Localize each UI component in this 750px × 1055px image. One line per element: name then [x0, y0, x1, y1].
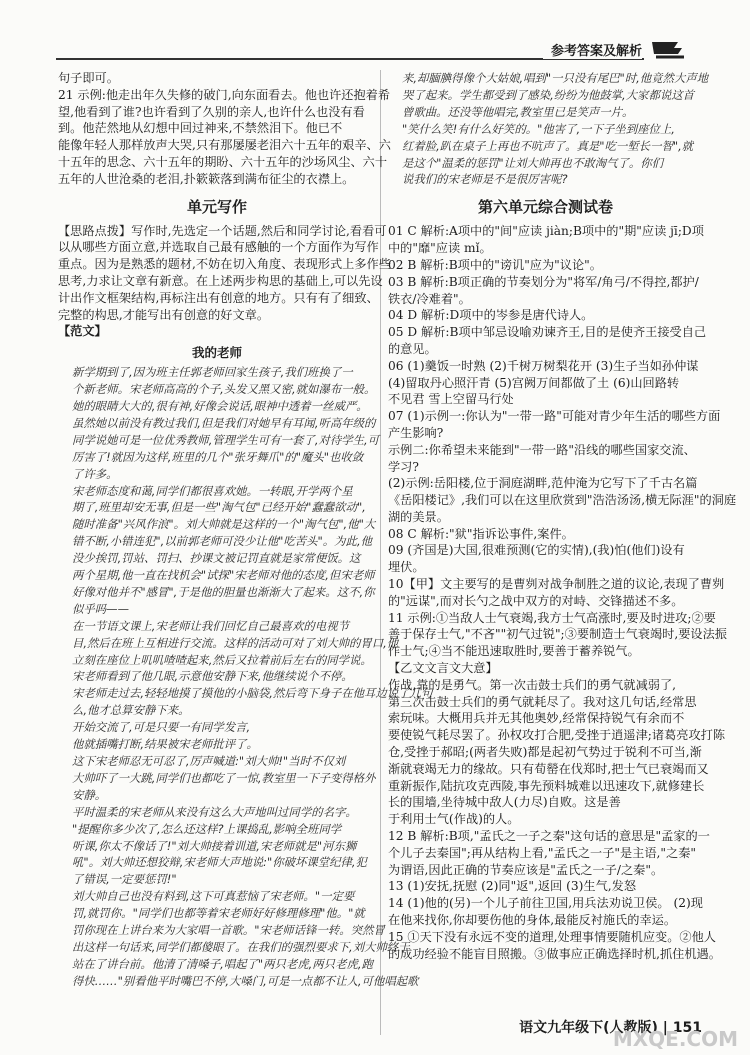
essay-line: 了许多。 — [72, 466, 118, 481]
answer-line: 的"远谋",而对长勺之战中双方的对峙、交锋描述不多。 — [388, 593, 684, 608]
watermark: MXQE.COM — [612, 1027, 738, 1051]
text-line: 能像年轻人那样放声大哭,只有那屡屡老泪六十五年的艰辛、六 — [58, 138, 391, 153]
answer-line: 作战,靠的是勇气。第一次击鼓士兵们的勇气就减弱了, — [388, 677, 677, 692]
section-title-unit-writing: 单元写作 — [186, 197, 247, 216]
section-title-unit-six-test: 第六单元综合测试卷 — [477, 198, 613, 217]
answer-line: (2)示例:岳阳楼,位于洞庭湖畔,范仲淹为它写下了千古名篇 — [388, 476, 698, 491]
text-line: 句子即可。 — [58, 71, 119, 85]
answer-line: 在他来找你,你却要伤他的身体,最能反衬施氏的幸运。 — [388, 913, 677, 928]
essay-line: 罚,就罚你。"同学们也都等着宋老师好好修理修理"他。"就 — [72, 906, 365, 921]
header-title: 参考答案及解析 — [543, 40, 642, 59]
answer-line: 05 D 解析:B项中邹忌设喻劝谏齐王,目的是使齐王接受自己 — [388, 325, 707, 340]
answer-line: (4)留取丹心照汗青 (5)宫阙万间都做了土 (6)山回路转 — [388, 375, 680, 390]
answer-line: 要使锐气耗尽罢了。孙权攻打合肥,受挫于逍遥津;诸葛亮攻打陈 — [388, 728, 726, 743]
essay-line: 厉害了!就因为这样,班里的几个"张牙舞爪"的"魔头"也收敛 — [72, 449, 364, 464]
answer-line: 渐就衰竭无力的缘故。只有荀罃在伐郑时,把士气已衰竭而又 — [388, 761, 709, 776]
essay-title: 我的老师 — [191, 345, 242, 361]
text-line: 【思路点拨】写作时,先选定一个话题,然后和同学讨论,看看可 — [58, 223, 387, 238]
text-line: 重点。因为是熟悉的题材,不妨在切入角度、表现形式上多作些 — [58, 257, 391, 272]
answer-line: 埋伏。 — [388, 560, 425, 575]
essay-line: 宋老师态度和蔼,同学们都很喜欢她。一转眼,开学两个星 — [72, 483, 353, 498]
answer-line: 12 B 解析:B项,"孟氏之一子之秦"这句话的意思是"孟家的一 — [388, 829, 710, 844]
answer-line: 仓,受挫于郝昭;(两者失败)都是起初气势过于锐利不可当,渐 — [388, 745, 702, 760]
answer-line: 07 (1)示例一:你认为"一带一路"可能对青少年生活的哪些方面 — [388, 409, 721, 424]
essay-line: 么,他才总算安静下来。 — [72, 703, 190, 718]
answer-line: 06 (1)羹饭一时熟 (2)千树万树梨花开 (3)生子当如孙仲谋 — [388, 358, 699, 373]
answer-line: 《岳阳楼记》,我们可以在这里欣赏到"浩浩汤汤,横无际涯"的洞庭 — [388, 493, 737, 508]
essay-line: 吼"。刘大帅还想狡辩,宋老师大声地说:"你破坏课堂纪律,犯 — [72, 855, 367, 870]
text-line: 计出作文框架结构,再标注出有创意的地方。只有有了细致、 — [58, 290, 379, 305]
answer-line: 03 B 解析:B项正确的节奏划分为"将军/角弓/不得控,都护/ — [388, 274, 699, 289]
answer-line: 重新振作,陆抗攻克西陵,事先预料城难以迅速攻下,就修建长 — [388, 778, 705, 793]
answer-line: 学习? — [388, 459, 419, 474]
answer-line: 02 B 解析:B项中的"谤讥"应为"议论"。 — [388, 257, 602, 272]
essay-line: 在一节语文课上,宋老师让我们回忆自己最喜欢的电视节 — [72, 618, 349, 633]
answer-21-block — [58, 70, 391, 188]
essay-line: 说我们的宋老师是不是很厉害呢? — [402, 172, 568, 187]
essay-line: "提醒你多少次了,怎么还这样?上课捣乱,影响全班同学 — [72, 821, 342, 836]
essay-line: 得快……"别看他平时嘴巴不停,大嗓门,可是一点都不让人,可他唱起歌 — [72, 973, 419, 988]
essay-line: 曾歌曲。还没等他唱完,教室里已是笑声一片。 — [402, 104, 634, 119]
answer-line: 善于保存士气,"不吝""初气过锐";③要制造士气衰竭时,要设法振 — [388, 627, 727, 642]
text-line: 完整的构思,才能写出有创意的好文章。 — [58, 307, 270, 322]
essay-line: 随时准备"兴风作浪"。刘大帅就是这样的一个"淘气包",他"大 — [72, 517, 376, 532]
text-line: 21 示例:他走出年久失修的破门,向东面看去。他也许还抱着希 — [58, 87, 391, 102]
answer-line: 【乙文文言文大意】 — [388, 661, 498, 676]
answer-line: 产生影响? — [388, 425, 444, 440]
essay-line: 站在了讲台前。他清了清嗓子,唱起了"两只老虎,两只老虎,跑 — [72, 956, 373, 971]
essay-line: 目,然后在班上互相进行交流。这样的活动可对了刘大帅的胃口,他 — [72, 635, 399, 650]
answer-line: 04 D 解析:D项中的岑参是唐代诗人。 — [388, 308, 594, 323]
answer-line: 个儿子去秦国";再从结构上看,"孟氏之一子"是主语,"之秦" — [388, 845, 697, 860]
essay-line: 个新老师。宋老师高高的个子,头发又黑又密,就如瀑布一般。 — [72, 382, 376, 397]
essay-line: 似乎吗—— — [72, 601, 129, 616]
answer-line: 08 C 解析:"狱"指诉讼事件,案件。 — [388, 526, 574, 541]
essay-line: 新学期到了,因为班主任郭老师回家生孩子,我们班换了一 — [72, 365, 353, 380]
essay-line: 出这样一句话来,同学们都傻眼了。在我们的强烈要求下,刘大帅终于 — [72, 939, 410, 954]
essay-line: 是这个"温柔的惩罚"让刘大帅再也不敢淘气了。你们 — [402, 155, 664, 170]
essay-line: 开始交流了,可是只要一有同学发言, — [72, 720, 251, 735]
answer-line: 作士气;④当不能迅速取胜时,要善于蓄养锐气。 — [388, 644, 640, 659]
answer-line: 01 C 解析:A项中的"间"应读 jiàn;B项中的"期"应读 jī;D项 — [388, 224, 704, 239]
text-line: 望,他看到了谁?也许看到了久别的亲人,也许什么也没有看 — [58, 104, 365, 119]
text-line: 以从哪些方面立意,并选取自己最有感触的一个方面作为写作 — [58, 240, 379, 255]
answer-line: 的成功经验不能盲目照搬。③做事应正确选择时机,抓住机遇。 — [388, 946, 721, 961]
answer-line: 索玩味。大概用兵并无其他奥妙,经常保持锐气有余而不 — [388, 711, 685, 726]
answer-line: 于利用士气(作战)的人。 — [388, 812, 520, 827]
essay-line: 他就插嘴打断,结果被宋老师批评了。 — [72, 737, 258, 752]
answer-line: 湖的美景。 — [388, 509, 449, 524]
essay-line: 这下宋老师忍无可忍了,厉声喊道:"刘大帅!"当时不仅刘 — [72, 754, 346, 768]
essay-line: 刘大帅自己也没有料到,这下可真惹恼了宋老师。"一定要 — [72, 889, 355, 904]
essay-line: 平时温柔的宋老师从来没有这么大声地叫过同学的名字。 — [72, 804, 357, 819]
essay-line: 听课,你太不像话了!"刘大帅接着训道,宋老师就是"河东狮 — [72, 838, 357, 853]
essay-line: 来,却腼腆得像个大姑娘,唱到"一只没有尾巴"时,他竟然大声地 — [402, 71, 709, 85]
answer-line: 长的围墙,坐待城中敌人(力尽)自败。这是善 — [388, 795, 621, 810]
answer-line: 15 ①天下没有永远不变的道理,处理事情要随机应变。②他人 — [388, 929, 716, 944]
sample-essay-label: 【范文】 — [58, 324, 107, 339]
essay-line: 同学说她可是一位优秀教师,管理学生可有一套了,对待学生,可 — [72, 432, 380, 447]
answer-line: 13 (1)安抚,抚慰 (2)同"返",返回 (3)生气,发怒 — [388, 879, 637, 894]
answer-line: 不见君 雪上空留马行处 — [388, 392, 514, 407]
text-line: 五年的人世沧桑的老泪,扑簌簌落到满布征尘的衣襟上。 — [58, 171, 355, 186]
essay-line: 她的眼睛大大的,很有神,好像会说话,眼神中透着一丝威严。 — [72, 398, 368, 413]
answer-line: 第三次击鼓士兵们的勇气就耗尽了。我对这几句话,经常思 — [388, 694, 697, 709]
essay-line: 罚你现在上讲台来为大家唱一首歌。"宋老师话锋一转。突然冒 — [72, 923, 385, 938]
essay-line: 了错误,一定要惩罚!" — [72, 872, 177, 887]
essay-line: 立刻在座位上叽叽喳喳起来,然后又拉着前后左右的同学说。 — [72, 652, 372, 667]
column-divider — [380, 70, 381, 1035]
essay-line: 虽然她以前没有教过我们,但是我们对她早有耳闻,听高年级的 — [72, 415, 376, 430]
answer-line: 铁衣/冷难着"。 — [388, 291, 471, 306]
essay-line: 宋老师走过去,轻轻地摸了摸他的小脑袋,然后弯下身子在他耳边说了几句 — [72, 686, 433, 701]
essay-line: 安静。 — [72, 787, 107, 802]
text-line: 十五年的思念、六十五年的期盼、六十五年的沙场风尘、六十 — [58, 154, 388, 169]
test-answers-block — [388, 223, 737, 962]
answer-line: 中的"靡"应读 mǐ。 — [388, 241, 492, 256]
brand-logo-icon — [648, 38, 688, 62]
page-header — [56, 38, 696, 64]
essay-line: 宋老师看到了他几眼,示意他安静下来,他继续说个不停。 — [72, 669, 353, 684]
answer-line: 为谓语,因此正确的节奏应该是"孟氏之一子/之秦"。 — [388, 862, 664, 877]
essay-continuation — [388, 70, 709, 188]
text-line: 思考,力求让文章有新意。在上述两步构思的基础上,可以先设 — [58, 273, 383, 288]
answer-line: 的意见。 — [388, 341, 437, 356]
writing-tips-block — [58, 223, 391, 324]
essay-line: 哭了起来。学生都受到了感染,纷纷为他鼓掌,大家都说这首 — [402, 87, 695, 102]
essay-line: 没少挨罚,罚站、罚扫、抄课文被记罚直就是家常便饭。这 — [72, 551, 361, 566]
essay-line: 两个星期,他一直在找机会"试探"宋老师对他的态度,但宋老师 — [72, 568, 375, 583]
answer-line: 14 (1)他的(另)一个儿子前往卫国,用兵法劝说卫侯。 (2)现 — [388, 896, 703, 911]
essay-line: 红着脸,趴在桌子上再也不吭声了。真是"吃一堑长一智",就 — [402, 138, 694, 153]
essay-line: 错不断,小错连犯",以前郭老师可没少让他"吃苦头"。为此,他 — [72, 534, 372, 549]
essay-line: "笑什么笑!有什么好笑的。"他害了,一下子坐到座位上, — [402, 121, 675, 136]
answer-line: 示例二:你希望未来能到"一带一路"沿线的哪些国家交流、 — [388, 442, 696, 457]
text-line: 到。他茫然地从幻想中回过神来,不禁然泪下。他已不 — [58, 121, 343, 136]
answer-line: 11 示例:①当敌人士气衰竭,我方士气高涨时,要及时进攻;②要 — [388, 610, 716, 625]
right-column — [388, 70, 737, 962]
essay-line: 好像对他并不"感冒",于是他的胆量也渐渐大了起来。这不,你 — [72, 584, 375, 599]
page-footer: 语文九年级下(人教版) | 151 — [519, 1020, 702, 1036]
answer-line: 09 (齐国是)大国,很难预测(它的实情),(我)怕(他们)设有 — [388, 543, 685, 558]
essay-line: 期了,班里却安无事,但是一些"淘气包"已经开始"蠢蠢欲动", — [72, 500, 366, 515]
answer-line: 10【甲】文主要写的是曹刿对战争制胜之道的议论,表现了曹刿 — [388, 577, 725, 592]
essay-line: 大帅吓了一大跳,同学们也都吃了一惊,教室里一下子变得格外 — [72, 770, 376, 785]
